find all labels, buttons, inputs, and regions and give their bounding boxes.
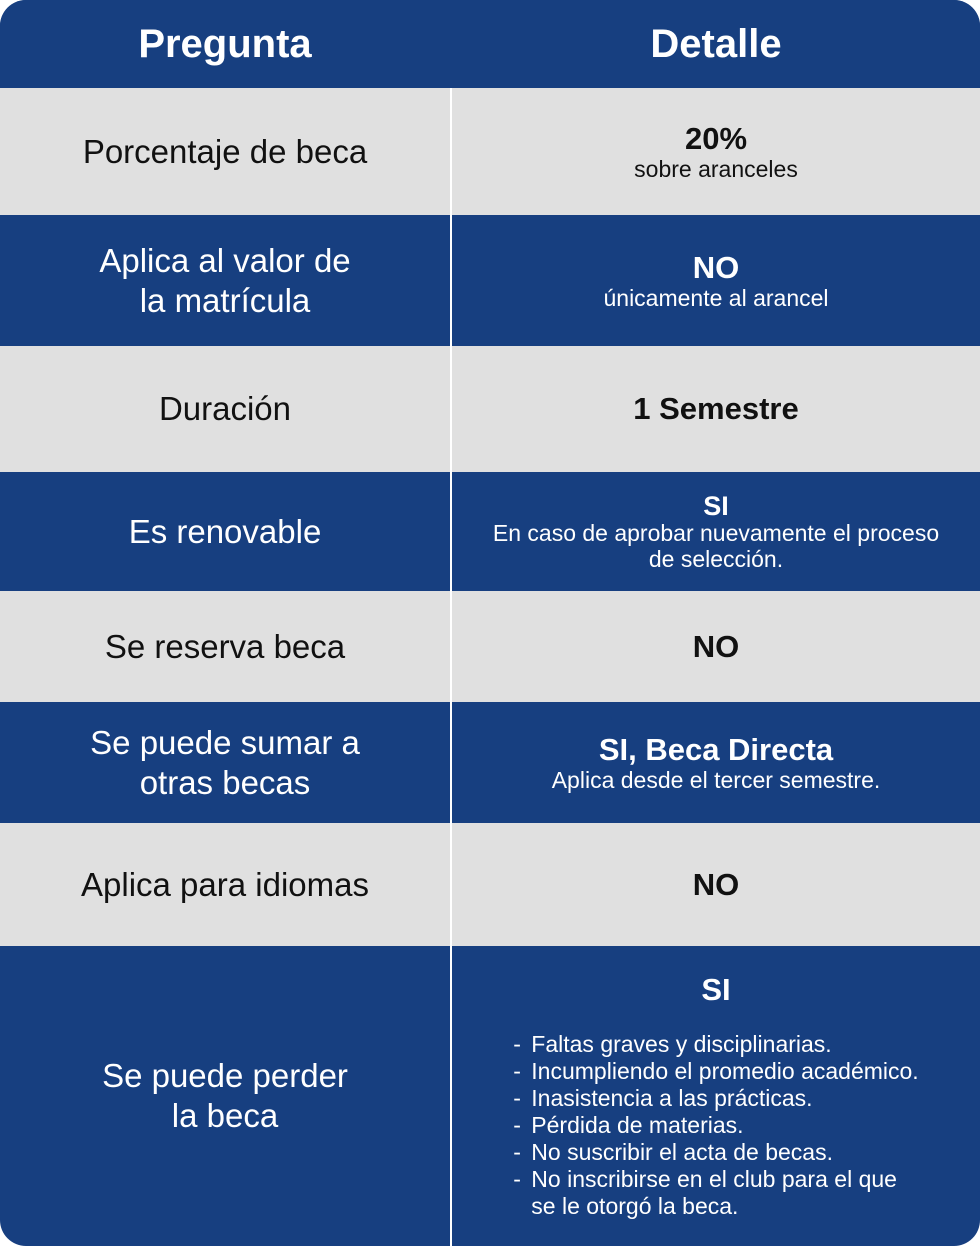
detail-sub: únicamente al arancel [603, 284, 829, 311]
list-item: - Faltas graves y disciplinarias. [513, 1030, 832, 1057]
detail-main: 1 Semestre [633, 391, 799, 426]
detail-main: SI [703, 490, 729, 521]
table-row [0, 346, 980, 472]
table-row [0, 591, 980, 702]
table-row [0, 823, 980, 946]
table-row [0, 472, 980, 591]
list-item: - No inscribirse en el club para el que se le otorgó la beca. [513, 1165, 897, 1219]
row-detail [452, 346, 980, 472]
table-row [0, 215, 980, 346]
detail-sub: En caso de aprobar nuevamente el proceso de selección. [492, 519, 940, 572]
detail-sub: sobre aranceles [634, 155, 798, 182]
row-question: Se puede sumar a otras becas [0, 702, 450, 823]
header-detail: Detalle [452, 0, 980, 88]
row-question: Porcentaje de beca [0, 88, 450, 215]
detail-sub: Aplica desde el tercer semestre. [551, 766, 881, 793]
detail-main: NO [692, 866, 740, 902]
detail-main: SI [701, 971, 731, 1007]
detail-main: NO [692, 628, 740, 664]
row-detail [452, 88, 980, 215]
list-item: - Inasistencia a las prácticas. [513, 1084, 813, 1111]
detail-main: SI, Beca Directa [598, 731, 834, 767]
row-detail [452, 823, 980, 946]
loss-reasons-list [513, 1031, 918, 1220]
table-header [0, 0, 980, 88]
row-question: Aplica al valor de la matrícula [0, 215, 450, 346]
row-detail [452, 946, 980, 1246]
list-item: - No suscribir el acta de becas. [513, 1138, 833, 1165]
header-question: Pregunta [0, 0, 450, 88]
row-question: Es renovable [0, 472, 450, 591]
table-row [0, 702, 980, 823]
row-question: Se puede perder la beca [0, 946, 450, 1246]
table-row [0, 88, 980, 215]
row-detail [452, 702, 980, 823]
table-row [0, 946, 980, 1246]
detail-main: 20% [684, 120, 748, 156]
row-question: Aplica para idiomas [0, 823, 450, 946]
row-detail [452, 472, 980, 591]
row-question: Duración [0, 346, 450, 472]
row-question: Se reserva beca [0, 591, 450, 702]
row-detail [452, 591, 980, 702]
list-item: - Pérdida de materias. [513, 1111, 744, 1138]
list-item: - Incumpliendo el promedio académico. [513, 1057, 919, 1084]
detail-main: NO [692, 249, 740, 285]
row-detail [452, 215, 980, 346]
